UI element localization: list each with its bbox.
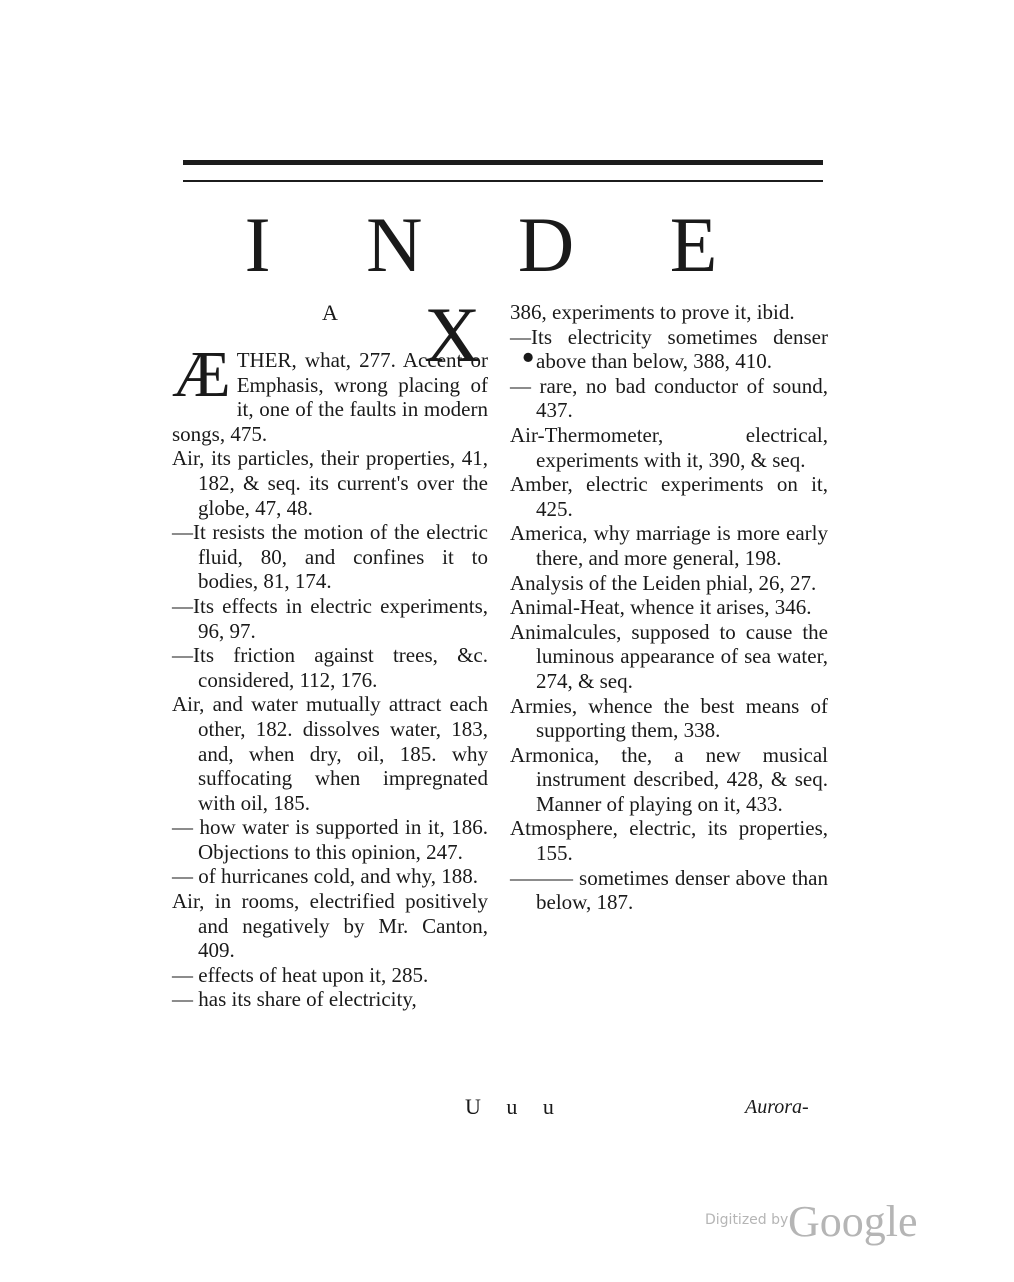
index-entry [510, 595, 828, 620]
index-entry [172, 864, 488, 889]
index-entry [172, 963, 488, 988]
index-entry [510, 816, 828, 865]
index-entry [510, 743, 828, 817]
page-title: I N D E X. [244, 201, 756, 378]
index-entry-text: Air, and water mutually attract each other, 182. dissolves water, 183, and, when dry, oil, 185. why suffocating when impregnated with oil, 185. [172, 692, 488, 815]
index-entry [510, 694, 828, 743]
index-entry [510, 300, 828, 325]
index-entry-text: — how water is supported in it, 186. Objections to this opinion, 247. [172, 815, 488, 864]
index-entry-text: 386, experiments to prove it, ibid. [510, 300, 795, 324]
index-entry-text: —Its effects in electric experiments, 96, 97. [172, 593, 488, 643]
digitized-by-label: Digitized by [705, 1212, 789, 1228]
index-entry [510, 325, 828, 374]
section-letter: A [322, 300, 338, 325]
index-entry-text: Animal-Heat, whence it arises, 346. [510, 595, 812, 620]
index-entry-text: Armonica, the, a new musical instrument described, 428, & seq. Manner of playing on it, 433. [510, 742, 828, 816]
index-entry [172, 520, 488, 594]
index-entry [172, 594, 488, 643]
index-entry-text: Armies, whence the best means of supporting them, 338. [510, 693, 828, 743]
index-entry-text: —Its electricity sometimes denser above than below, 388, 410. [510, 324, 828, 374]
header-rule-thin [183, 180, 823, 182]
index-entry [510, 521, 828, 570]
index-entry-text: — of hurricanes cold, and why, 188. [172, 864, 478, 889]
index-entry-text: THER, what, 277. Accent or Emphasis, wrong placing of it, one of the faults in modern songs, 475. [172, 348, 488, 446]
drop-cap: Æ [172, 338, 231, 411]
index-entry [172, 446, 488, 520]
index-entry-text: Atmosphere, electric, its properties, 155. [510, 816, 828, 866]
index-entry [510, 866, 828, 915]
index-entry [172, 987, 488, 1012]
index-entry [510, 571, 828, 596]
index-entry-text: — effects of heat upon it, 285. [172, 962, 429, 987]
header-rule-thick [183, 160, 823, 165]
index-entry [510, 620, 828, 694]
index-entry-text: Air, in rooms, electrified positively and negatively by Mr. Canton, 409. [172, 889, 488, 963]
catchword: Aurora- [745, 1096, 809, 1118]
index-entry-text: Amber, electric experiments on it, 425. [510, 472, 828, 521]
index-entry [510, 472, 828, 521]
signature-mark: U u u [465, 1094, 564, 1119]
index-column-right [510, 300, 828, 915]
index-entry [172, 889, 488, 963]
index-entry-text: — rare, no bad conductor of sound, 437. [510, 373, 828, 423]
index-entry [510, 423, 828, 472]
index-entry-text: —It resists the motion of the electric fluid, 80, and confines it to bodies, 81, 174. [172, 520, 488, 594]
index-entry [172, 643, 488, 692]
index-entry [172, 338, 488, 446]
index-entry-text: Animalcules, supposed to cause the luminous appearance of sea water, 274, & seq. [510, 619, 828, 693]
index-entry-text: Air-Thermometer, electrical, experiments with it, 390, & seq. [510, 422, 828, 472]
index-entry-text: Analysis of the Leiden phial, 26, 27. [510, 570, 817, 595]
index-entry-text: ——— sometimes denser above than below, 187. [510, 865, 828, 915]
index-entry [172, 815, 488, 864]
index-entry-text: —Its friction against trees, &c. considered, 112, 176. [172, 643, 488, 692]
index-entry-text: Air, its particles, their properties, 41, 182, & seq. its current's over the globe, 47, 48. [172, 446, 488, 520]
index-entry-text: America, why marriage is more early there, and more general, 198. [510, 521, 828, 570]
google-watermark: Google [788, 1197, 918, 1246]
index-entry [172, 692, 488, 815]
index-column-left [172, 300, 488, 1012]
index-entry-text: — has its share of electricity, [172, 987, 417, 1012]
index-entry [510, 374, 828, 423]
